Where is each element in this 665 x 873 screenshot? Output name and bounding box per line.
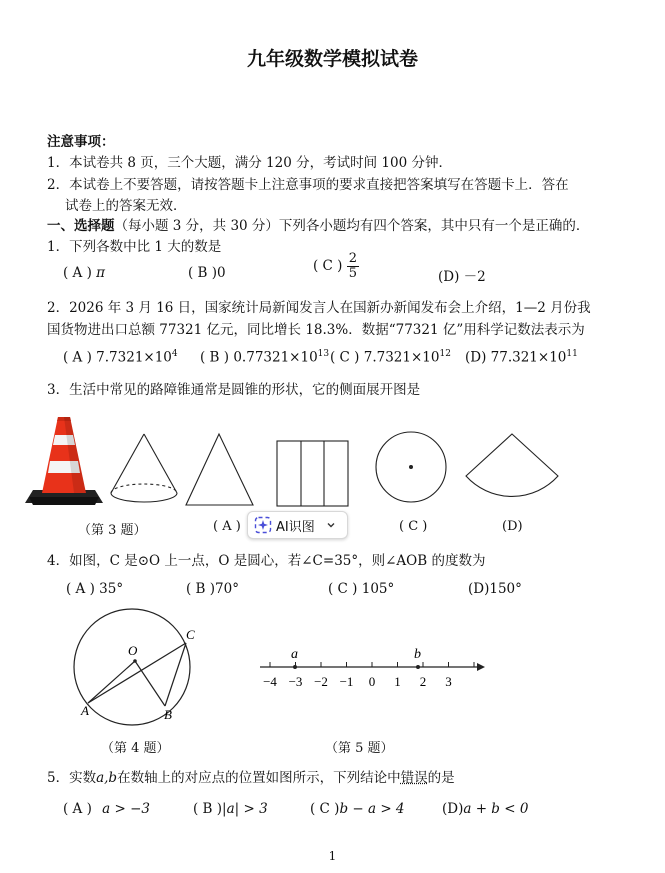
q2-option-d	[465, 349, 578, 366]
q5-stem	[47, 766, 455, 786]
number-line-tick-label: −2	[314, 674, 328, 689]
q1-option-c	[313, 252, 359, 281]
notes-line-1: 1．本试卷共 8 页，三个大题，满分 120 分，考试时间 100 分钟．	[47, 155, 452, 171]
q5-point-b-label: b	[414, 647, 421, 662]
q5-option-b	[193, 801, 268, 817]
number-line-tick-label: −3	[288, 674, 303, 689]
q4-option-b: ( B )70°	[186, 581, 239, 597]
q5-a-label: ( A )	[63, 801, 92, 817]
section-1-heading	[47, 214, 589, 234]
q1-option-a	[63, 265, 105, 281]
q5-number-line	[255, 640, 490, 695]
q5-stem-emphasis: 错误	[400, 770, 428, 786]
q5-d-label: (D)	[442, 801, 464, 817]
q1-c-fraction	[347, 252, 359, 281]
notes-line-2b: 试卷上的答案无效．	[65, 198, 187, 214]
q5-figure-caption: （第 5 题）	[325, 741, 394, 756]
q3-figure-caption: （第 3 题）	[78, 523, 147, 538]
q2-option-c	[330, 349, 451, 366]
q2-option-a	[63, 349, 178, 366]
q2-option-b	[200, 349, 329, 366]
q2-a-base: 7.7321×10	[96, 349, 172, 366]
q2-a-exp: 4	[171, 349, 178, 359]
q5-c-label: ( C )	[310, 801, 340, 817]
page-title: 九年级数学模拟试卷	[246, 48, 418, 70]
q4-label-b: B	[164, 707, 172, 722]
number-line-tick-label: 0	[368, 674, 376, 689]
section-1-title: 一、选择题	[47, 218, 115, 234]
option-d-sector	[466, 434, 558, 496]
q5-stem-mid: 在数轴上的对应点的位置如图所示，下列结论中	[117, 770, 401, 786]
q1-a-label: ( A )	[63, 265, 92, 281]
q2-d-base: 77.321×10	[490, 349, 567, 366]
q5-option-d	[442, 801, 528, 817]
q3-figures	[0, 405, 665, 515]
q5-c-value: b − a > 4	[339, 801, 405, 817]
q5-d-value: a + b < 0	[463, 801, 529, 817]
q2-b-base: 0.77321×10	[233, 349, 318, 366]
q2-b-exp: 13	[317, 349, 330, 359]
q2-line-2: 国货物进出口总额 77321 亿元，同比增长 18.3%．数据“77321 亿”用科学记数法表示为	[47, 322, 585, 338]
q3-caption-d: (D)	[502, 519, 523, 534]
q1-c-denominator: 5	[348, 266, 358, 281]
q2-c-base: 7.7321×10	[363, 349, 440, 366]
q1-stem: 1．下列各数中比 1 大的数是	[47, 239, 222, 255]
q3-stem: 3．生活中常见的路障锥通常是圆锥的形状，它的侧面展开图是	[47, 382, 421, 398]
q2-d-exp: 11	[566, 349, 578, 359]
notes-line-2a: 2．本试卷上不要答题，请按答题卡上注意事项的要求直接把答案填写在答题卡上．答在	[47, 177, 569, 193]
q4-stem: 4．如图，C 是⊙O 上一点，O 是圆心，若∠C=35°，则∠AOB 的度数为	[47, 553, 486, 569]
q4-figure-caption: （第 4 题）	[101, 741, 170, 756]
option-a-triangle	[186, 434, 253, 505]
q2-a-label: ( A )	[63, 349, 92, 366]
q5-point-a-label: a	[291, 647, 298, 662]
q5-stem-vars: a,b	[96, 770, 118, 786]
q1-d-label: (D)	[438, 269, 460, 285]
q3-caption-a: ( A )	[213, 519, 241, 534]
q5-stem-pre: 5．实数	[47, 770, 97, 786]
chevron-down-icon[interactable]	[325, 519, 337, 531]
q5-option-c	[310, 801, 405, 817]
number-line-tick-label: −4	[263, 674, 277, 689]
q1-d-value: －2	[463, 269, 486, 285]
page-number: 1	[328, 849, 337, 863]
q1-option-b	[188, 265, 226, 281]
option-c-circle	[376, 432, 446, 502]
q5-stem-post: 的是	[427, 770, 455, 786]
q4-circle-figure	[60, 600, 220, 730]
q4-option-d: (D)150°	[468, 581, 522, 597]
sparkle-icon	[254, 516, 272, 534]
ai-button-label: AI识图	[276, 519, 315, 535]
q5-a-value: a > −3	[102, 801, 151, 817]
number-line-tick-label: 3	[445, 674, 452, 689]
q4-label-a: A	[81, 703, 89, 718]
q5-option-a	[63, 801, 150, 817]
q4-option-a: ( A ) 35°	[66, 581, 124, 597]
number-line-tick-label: −1	[339, 674, 354, 689]
notes-heading: 注意事项：	[47, 134, 115, 150]
option-b-rectangle	[277, 441, 348, 506]
q4-label-o: O	[128, 643, 138, 658]
q4-label-c: C	[186, 627, 195, 642]
q1-b-label: ( B )	[188, 265, 218, 281]
q1-option-d	[438, 265, 486, 285]
q5-b-value: |a| > 3	[222, 801, 268, 817]
q5-b-label: ( B )	[193, 801, 223, 817]
q1-a-value: π	[96, 265, 106, 281]
number-line-tick-label: 1	[394, 674, 401, 689]
q2-c-exp: 12	[439, 349, 451, 359]
q4-option-c: ( C ) 105°	[328, 581, 395, 597]
q1-b-value: 0	[217, 265, 226, 281]
q2-c-label: ( C )	[330, 349, 360, 366]
section-1-desc: （每小题 3 分，共 30 分）下列各小题均有四个答案，其中只有一个是正确的．	[114, 218, 590, 234]
q2-b-label: ( B )	[200, 349, 230, 366]
q2-d-label: (D)	[465, 349, 487, 366]
q1-c-numerator: 2	[348, 251, 358, 266]
ai-image-recognition-button[interactable]	[247, 511, 348, 539]
number-line-tick-label: 2	[419, 674, 427, 689]
q2-line-1: 2．2026 年 3 月 16 日，国家统计局新闻发言人在国新办新闻发布会上介绍，1—2 月份我	[47, 300, 591, 316]
cone-drawing	[111, 434, 177, 502]
q1-c-label: ( C )	[313, 258, 343, 274]
traffic-cone-image	[25, 417, 103, 505]
q3-caption-c: ( C )	[399, 519, 428, 534]
